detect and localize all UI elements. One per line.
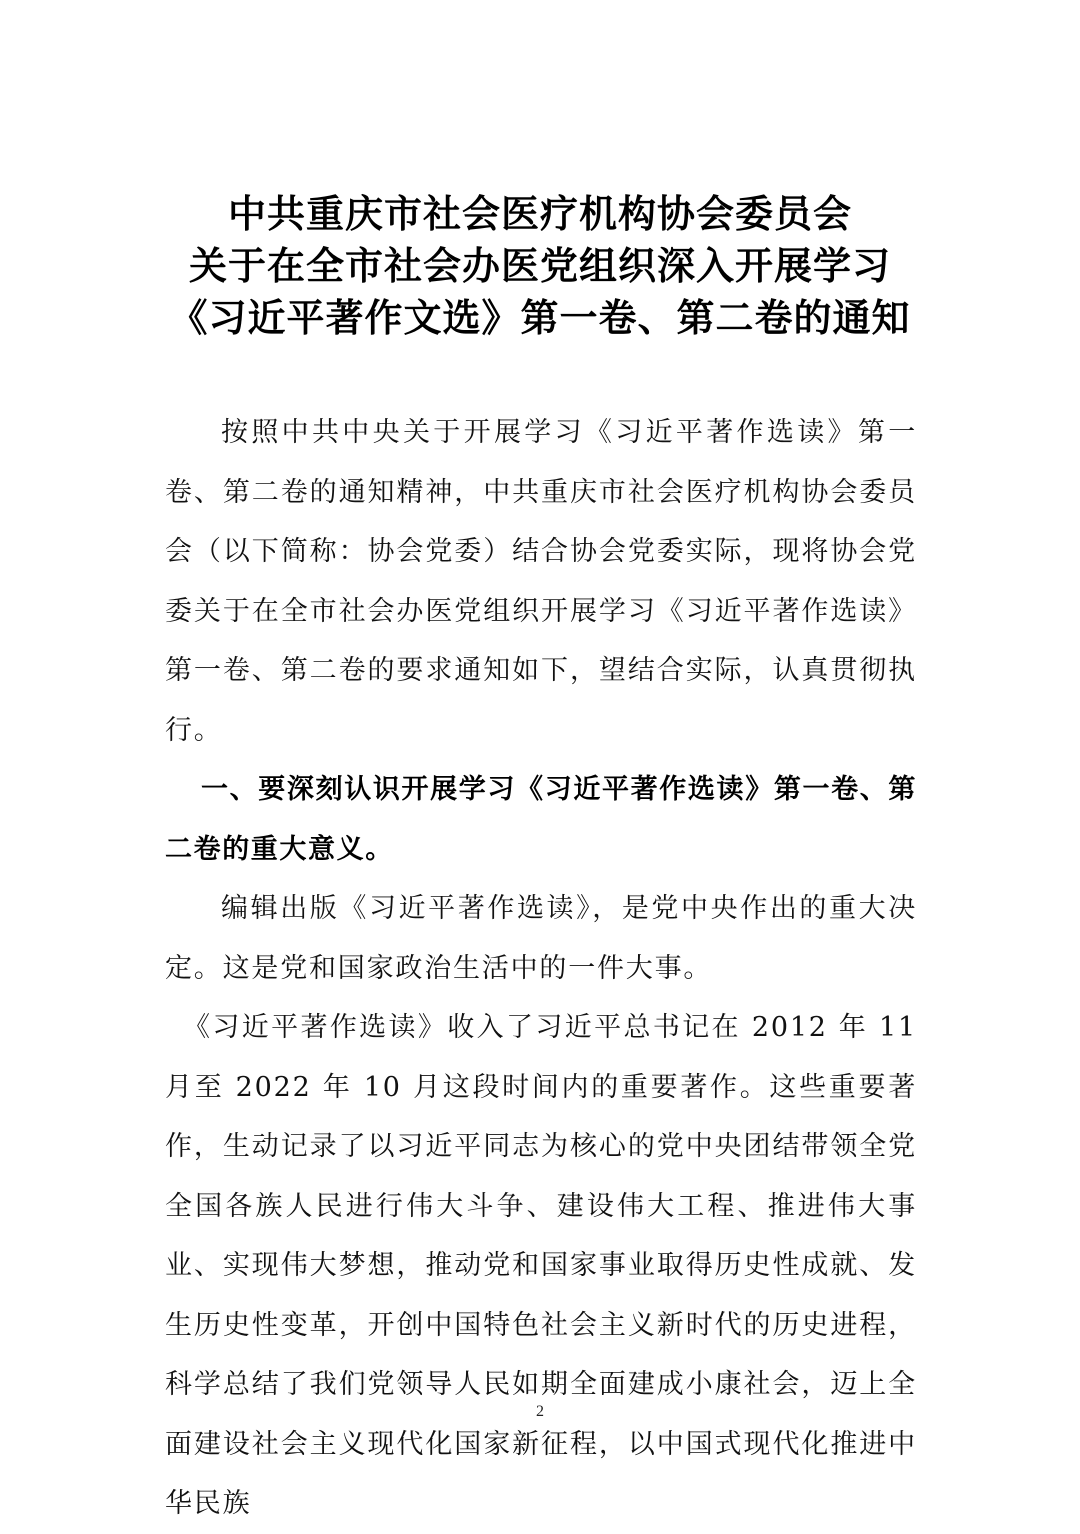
- title-line-2: 关于在全市社会办医党组织深入开展学习: [188, 244, 891, 288]
- title-line-1: 中共重庆市社会医疗机构协会委员会: [227, 192, 852, 236]
- body-paragraph-editing: 编辑出版《习近平著作选读》，是党中央作出的重大决定。这是党和国家政治生活中的一件大事。: [165, 893, 917, 984]
- document-body: [165, 403, 917, 1534]
- section-heading-1: 一、要深刻认识开展学习《习近平著作选读》第一卷、第二卷的重大意义。: [165, 774, 917, 865]
- body-paragraph-intro: 按照中共中央关于开展学习《习近平著作选读》第一卷、第二卷的通知精神，中共重庆市社会医疗机构协会委员会（以下简称：协会党委）结合协会党委实际，现将协会党委关于在全市社会办医党组织开展学习《习近平著作选读》第一卷、第二卷的要求通知如下，望结合实际，认真贯彻执行。: [165, 417, 917, 746]
- document-title: [0, 188, 1080, 344]
- page-number: 2: [536, 1403, 544, 1420]
- title-line-3: 《习近平著作文选》第一卷、第二卷的通知: [169, 296, 911, 340]
- body-paragraph-contents: 《习近平著作选读》收入了习近平总书记在 2012 年 11 月至 2022 年 10 月这段时间内的重要著作。这些重要著作，生动记录了以习近平同志为核心的党中央团结带领全党全国各族人民进行伟大斗争、建设伟大工程、推进伟大事业、实现伟大梦想，推动党和国家事业取得历史性成就、发生历史性变革，开创中国特色社会主义新时代的历史进程，科学总结了我们党领导人民如期全面建成小康社会，迈上全面建设社会主义现代化国家新征程，以中国式现代化推进中华民族: [165, 1012, 917, 1519]
